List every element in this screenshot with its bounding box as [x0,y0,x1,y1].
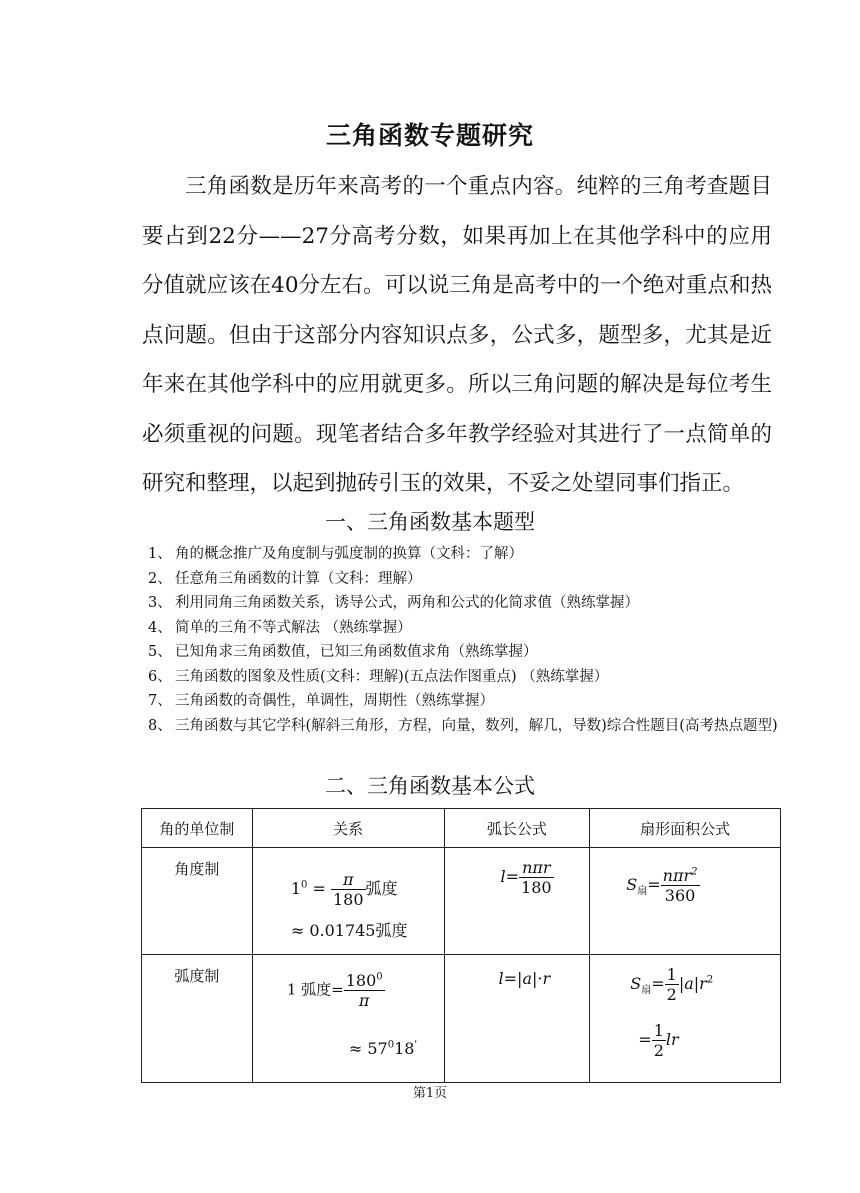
list-item-text: 三角函数的图象及性质(文科：理解)(五点法作图重点) （熟练掌握） [175,668,609,685]
formula-superscript: 0 [301,879,308,891]
list-item-text: 已知角求三角函数值，已知三角函数值求角（熟练掌握） [175,644,538,660]
arc-length-cell [444,848,590,955]
formula-operator: · [537,969,543,988]
unit-cell: 弧度制 [142,955,253,1083]
table-header-cell: 扇形面积公式 [590,809,781,848]
fraction-denominator: 180 [521,878,552,897]
question-type-list [148,542,784,738]
formula-term: 1 弧度 [286,980,332,999]
formula-term: S [626,875,638,894]
fraction-numerator [661,866,700,886]
formula-term: |a| [517,969,538,988]
formula-approx: ≈ 0.01745弧度 [290,921,408,940]
list-item-number: 2、 [148,570,172,587]
formula-operator: = [331,980,344,999]
list-item-text: 任意角三角函数的计算（文科：理解） [175,570,422,587]
list-item [148,689,784,714]
fraction-numerator: nπr [519,858,554,878]
formula-fraction [652,1021,666,1060]
formula-term: lr [665,1030,679,1049]
formula-term: ≈ 57 [348,1039,388,1058]
sector-area-cell [590,955,781,1083]
fraction-numerator: 1 [666,965,677,984]
list-item [148,542,784,567]
table-header-cell: 关系 [252,809,444,848]
fraction-denominator: 2 [653,1041,664,1060]
formula-sector-area [630,965,713,1004]
formula-fraction [344,971,385,1010]
formula-operator: = [651,974,665,993]
formula-sector-area [626,866,699,905]
fraction-denominator: 2 [666,985,677,1004]
page-number: 第1页 [412,1086,448,1101]
formula-fraction [331,870,366,909]
table-row [142,955,781,1083]
formula-term: l [500,867,506,886]
formula-superscript: 0 [376,971,383,983]
formula-superscript: 0 [387,1039,395,1051]
page-title: 三角函数专题研究 [325,121,534,150]
formula-superscript: 2 [691,866,698,878]
formula-superscript: 2 [706,974,714,986]
formula-operator: = [647,875,661,894]
formula-term: nπr [662,866,692,885]
fraction-numerator [344,971,385,991]
list-item-text: 三角函数的奇偶性，单调性，周期性（熟练掌握） [175,693,494,709]
intro-paragraph: 三角函数是历年来高考的一个重点内容。纯粹的三角考查题目要占到22分——27分高考分数，如果再加上在其他学科中的应用分值就应该在40分左右。可以说三角是高考中的一个绝对重点和热点问题。但由于这部分内容知识点多，公式多，题型多，尤其是近年来在其他学科中的应用就更多。所以三角问题的解决是每位考生必须重视的问题。现笔者结合多年教学经验对其进行了一点简单的研究和整理，以起到抛砖引玉的效果，不妥之处望同事们指正。 [142,174,772,496]
formula-approx [349,1039,417,1058]
unit-cell: 角度制 [142,848,253,955]
formula-term: S [630,974,642,993]
relation-cell [252,955,444,1083]
formula-fraction [665,965,679,1004]
formula-term: |a|r [678,974,707,993]
formula-fraction [519,858,554,897]
fraction-numerator: 1 [653,1021,664,1040]
fraction-denominator: 360 [664,886,696,905]
table-header-row [142,809,781,848]
relation-cell [252,848,444,955]
list-item-text: 利用同角三角函数关系，诱导公式，两角和公式的化简求值（熟练掌握） [175,595,639,611]
formula-radian-relation [287,971,385,1010]
formula-operator: = [307,879,331,898]
formula-unit: 弧度 [365,879,398,898]
list-item-number: 7、 [148,693,172,709]
list-item-text: 角的概念推广及角度制与弧度制的换算（文科：了解） [175,546,523,562]
table-row [142,848,781,955]
formula-operator: = [505,867,520,886]
fraction-denominator: π [358,991,370,1010]
list-item [148,714,784,739]
list-item-number: 1、 [148,546,172,562]
formula-subscript: 扇 [637,886,648,898]
list-item-number: 4、 [148,619,172,636]
section1-heading: 一、三角函数基本题型 [325,510,535,534]
formula-arc-length [499,969,551,988]
table-header-cell: 弧长公式 [444,809,590,848]
list-item [148,665,784,690]
section2-heading: 二、三角函数基本公式 [325,774,535,798]
list-item [148,616,784,641]
table-header-cell: 角的单位制 [142,809,253,848]
formula-sector-area-alt [638,1021,678,1060]
fraction-denominator: 180 [332,890,364,909]
sector-area-cell [590,848,781,955]
list-item-number: 6、 [148,668,172,685]
arc-length-cell [444,955,590,1083]
list-item-text: 简单的三角不等式解法 （熟练掌握） [175,619,412,636]
formula-term: r [542,969,551,988]
list-item [148,591,784,616]
list-item [148,640,784,665]
formula-degree-relation [291,870,398,909]
formula-operator: = [503,969,518,988]
formula-term: 180 [345,971,377,990]
list-item-number: 8、 [148,717,172,734]
formula-term: 18 [394,1039,415,1058]
list-item [148,567,784,592]
formula-fraction [661,866,700,905]
formula-arc-length [501,858,554,897]
list-item-text: 三角函数与其它学科(解斜三角形，方程，向量，数列，解几，导数)综合性题目(高考热点题型) [175,717,778,734]
formula-subscript: 扇 [641,985,652,997]
formula-table [141,808,781,1083]
list-item-number: 3、 [148,595,172,611]
formula-operator: = [638,1030,652,1049]
list-item-number: 5、 [148,644,172,660]
formula-term: l [498,969,504,988]
fraction-numerator: π [331,870,366,890]
formula-superscript: ' [414,1039,418,1051]
formula-term: 1 [290,879,302,898]
